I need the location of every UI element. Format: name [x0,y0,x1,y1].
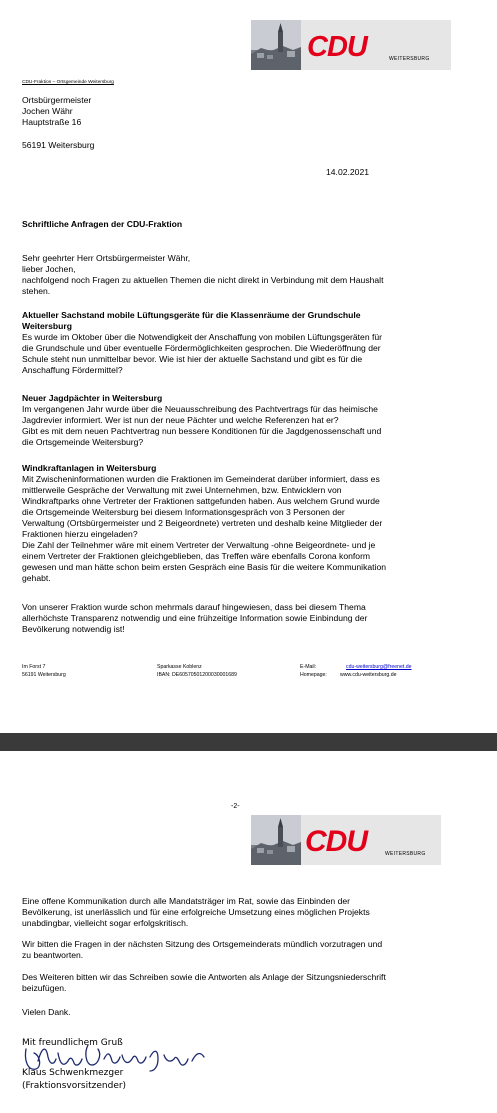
intro-line-2: stehen. [22,286,51,296]
section2-heading: Neuer Jagdpächter in Weitersburg [22,393,163,403]
cdu-wordmark: CDU [305,825,367,858]
page-number: -2- [231,803,240,810]
section2-line: Im vergangenen Jahr wurde über die Neuausschreibung des Pachtvertrags für das heimische [22,404,378,414]
section1-line: Schule steht nun unmittelbar bevor. Wie ist hier der aktuelle Sachstand und gibt es für die [22,354,363,364]
recipient-line-2: Jochen Währ [22,106,73,116]
footer-bank-1: Sparkasse Koblenz [157,664,202,670]
salutation-line-1: Sehr geehrter Herr Ortsbürgermeister Währ, [22,253,191,263]
footer-address-1: Im Forst 7 [22,664,46,670]
church-photo-icon [251,815,301,865]
p2-paragraph-3-line: Des Weiteren bitten wir das Schreiben sowie die Antworten als Anlage der Sitzungsniederschrift [22,972,386,982]
p2-thanks: Vielen Dank. [22,1007,71,1017]
section3-line: mittlerweile Gespräche der Verwaltung mit zwei Unternehmen, bzw. Entwicklern von [22,485,342,495]
p2-paragraph-2-line: zu beantworten. [22,950,84,960]
p2-paragraph-1-line: Eine offene Kommunikation durch alle Mandatsträger im Rat, sowie das Einbinden der [22,896,351,906]
section1-line: Anschaffung Fördermittel? [22,365,123,375]
section3-heading: Windkraftanlagen in Weitersburg [22,463,157,473]
footer-homepage[interactable]: www.cdu-weitersburg.de [340,672,397,678]
section3-line: Mit Zwischeninformationen wurden die Fraktionen im Gemeinderat darüber informiert, dass es [22,474,380,484]
footer-address-2: 56191 Weitersburg [22,672,66,678]
church-photo-icon [251,20,301,70]
footer-homepage-label: Homepage: [300,672,327,678]
section1-line: Es wurde im Oktober über die Notwendigkeit der Anschaffung von mobilen Lüftungsgeräten für [22,332,383,342]
footer-email-label: E-Mail: [300,664,317,670]
footer-bank-2: IBAN: DE60570501200030001689 [157,672,237,678]
salutation-line-2: lieber Jochen, [22,264,76,274]
letter-date: 14.02.2021 [326,167,370,177]
section1-heading-1: Aktueller Sachstand mobile Lüftungsgeräte für die Klassenräume der Grundschule [22,310,361,320]
greeting: Mit freundlichem Gruß [22,1038,123,1048]
recipient-line-1: Ortsbürgermeister [22,95,92,105]
section3-line: die Ortsgemeinde Weitersburg bei diesem Informationsgespräch von 3 Personen der [22,507,345,517]
closing-line-3: Bevölkerung notwendig ist! [22,624,125,634]
logo-city: WEITERSBURG [389,56,430,62]
cdu-wordmark: CDU [307,31,367,63]
section3-line: Windkraftparks ohne Vertreter der Fraktionen sattgefunden haben. Aus welchem Grund wurde [22,496,380,506]
cdu-logo [251,20,451,70]
p2-paragraph-1-line: unabdingbar, vielleicht sogar erfolgskritisch. [22,918,189,928]
section2-line: Jagdrevier informiert. Wer ist nun der neue Pächter und welche Referenzen hat er? [22,415,339,425]
recipient-line-3: Hauptstraße 16 [22,117,82,127]
page-separator [0,733,497,751]
intro-line-1: nachfolgend noch Fragen zu aktuellen Themen die nicht direkt in Verbindung mit dem Haushalt [22,275,384,285]
section1-line: die Grundschule und über eventuelle Fördermöglichkeiten gesprochen. Die Wiederöffnung der [22,343,381,353]
signer-role: (Fraktionsvorsitzender) [22,1081,127,1091]
cdu-logo-page2 [251,815,451,865]
letter-page-2 [0,751,497,1113]
section3-line: gehabt. [22,573,51,583]
section3-line: Die Zahl der Teilnehmer wäre mit einem Vertreter der Verwaltung -ohne Beigeordnete- und je [22,540,376,550]
section3-line: Fraktionen hierzu eingeladen? [22,529,138,539]
section3-line: Verwaltung (Ortsbürgermeister und 2 Beigeordnete) vertreten und deshalb keine Mitglieder der [22,518,383,528]
logo-city: WEITERSBURG [385,851,426,857]
section3-line: einem Vertreter der Fraktionen gleichgeblieben, das Treffen wäre ebenfalls Corona konform [22,551,371,561]
closing-line-1: Von unserer Fraktion wurde schon mehrmals darauf hingewiesen, dass bei diesem Thema [22,602,366,612]
sender-line: CDU-Fraktion – Ortsgemeinde Weitersburg [22,80,114,85]
section3-line: gewesen und man hätte schon beim ersten Gespräch eine Basis für die weitere Kommunikation [22,562,387,572]
p2-paragraph-3-line: beizufügen. [22,983,67,993]
recipient-city: 56191 Weitersburg [22,140,95,150]
signer-name: Klaus Schwenkmezger [22,1068,124,1078]
closing-line-2: allerhöchste Transparenz notwendig und eine frühzeitige Information sowie Einbindung der [22,613,368,623]
letter-subject: Schriftliche Anfragen der CDU-Fraktion [22,219,183,229]
p2-paragraph-2-line: Wir bitten die Fragen in der nächsten Sitzung des Ortsgemeinderats mündlich vorzutragen und [22,939,383,949]
section2-line: die Ortsgemeinde Weitersburg? [22,437,144,447]
section2-line: Gibt es mit dem neuen Pachtvertrag nun bessere Konditionen für die Jagdgenossenschaft und [22,426,382,436]
section1-heading-2: Weitersburg [22,321,72,331]
p2-paragraph-1-line: Bevölkerung, ist unerlässlich und für eine erfolgreiche Umsetzung eines möglichen Projekts [22,907,370,917]
footer-email-link[interactable]: cdu-weitersburg@freenet.de [346,664,412,670]
